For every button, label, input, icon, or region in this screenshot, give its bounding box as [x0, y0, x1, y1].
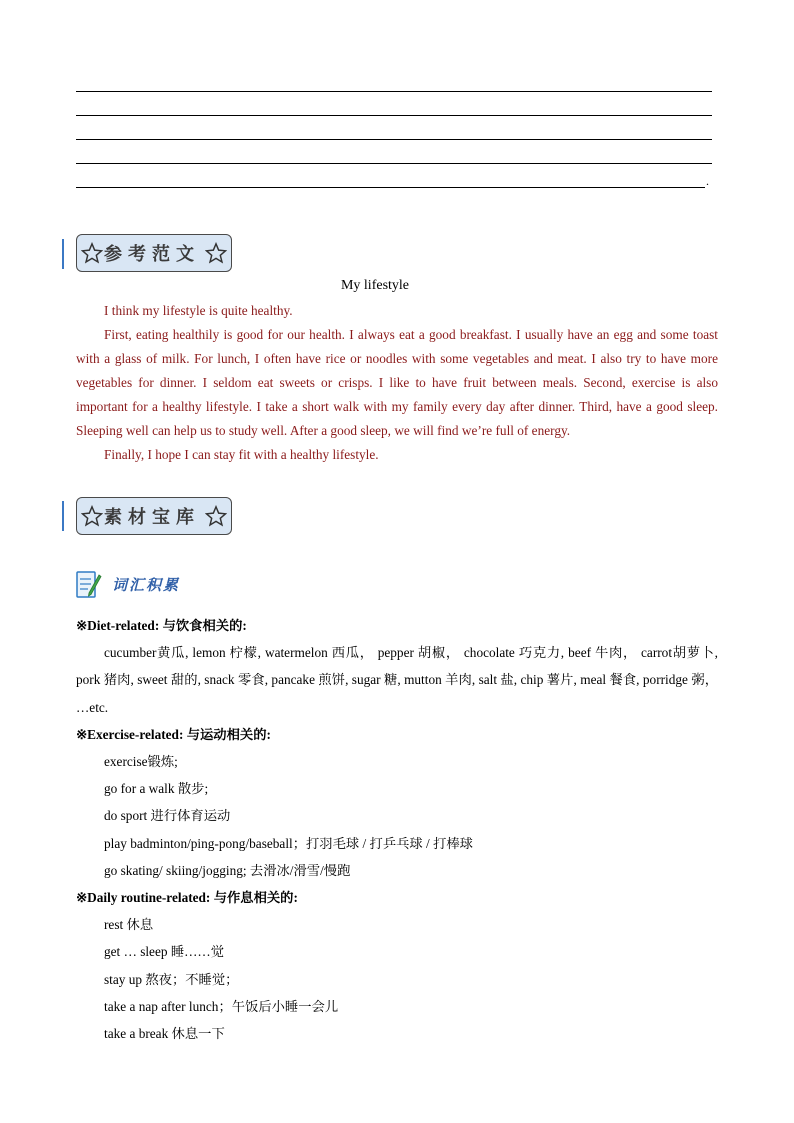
section-banner-sample-essay [76, 234, 232, 272]
vocab-content [76, 612, 718, 1047]
vocab-item: take a break 休息一下 [104, 1026, 225, 1042]
star-outline-icon [205, 505, 227, 527]
vocab-heading [76, 569, 180, 599]
blank-lines-period: . [706, 174, 709, 188]
star-outline-icon [81, 505, 103, 527]
category-title-diet: ※Diet-related: 与饮食相关的: [76, 618, 247, 633]
category-title-exercise: ※Exercise-related: 与运动相关的: [76, 726, 271, 742]
blank-line-3 [76, 139, 712, 140]
star-outline-icon [205, 242, 227, 264]
section-bar [62, 239, 64, 269]
blank-line-1 [76, 91, 712, 92]
vocab-item: stay up 熬夜；不睡觉； [104, 971, 239, 987]
essay-body [76, 299, 718, 467]
vocab-item: go skating/ skiing/jogging; 去滑冰/滑雪/慢跑 [104, 862, 351, 878]
blank-line-2 [76, 115, 712, 116]
category-title-routine: ※Daily routine-related: 与作息相关的: [76, 890, 298, 906]
vocab-item: exercise锻炼; [104, 754, 178, 770]
vocab-item: play badminton/ping-pong/baseball；打羽毛球 / 打乒乓球 / 打棒球 [104, 835, 473, 851]
section-banner-materials [76, 497, 232, 535]
vocab-item: do sport 进行体育运动 [104, 808, 231, 824]
vocab-heading-label: 词汇积累 [112, 575, 181, 594]
essay-paragraph: First, eating healthily is good for our health. I always eat a good breakfast. I usually have an egg and some toast with a glass of milk. For lunch, I often have rice or noodles with some vegetables and meat. I also try to have more vegetables for dinner. I seldom eat sweets or crisps. I like to have fruit between meals. Second, exercise is also important for a healthy lifestyle. I take a short walk with my family every day after dinner. Third, have a good sleep. Sleeping well can help us to study well. After a good sleep, we will find we’re full of energy. [76, 327, 718, 438]
essay-paragraph: I think my lifestyle is quite healthy. [104, 303, 293, 318]
section-banner-label: 素材宝库 [104, 507, 200, 528]
vocab-item: take a nap after lunch；午饭后小睡一会儿 [104, 998, 339, 1014]
diet-word-list: cucumber黄瓜, lemon 柠檬, watermelon 西瓜， pepper 胡椒， chocolate 巧克力, beef 牛肉， carrot胡萝卜, pork 猪肉, sweet 甜的, snack 零食, pancake 煎饼, sugar 糖, mutton 羊肉, salt 盐, chip 薯片, meal 餐食, porridge 粥， …etc. [76, 645, 718, 715]
section-bar [62, 501, 64, 531]
notepad-pencil-icon [76, 569, 102, 599]
essay-paragraph: Finally, I hope I can stay fit with a healthy lifestyle. [104, 447, 379, 462]
blank-line-5 [76, 187, 705, 188]
vocab-item: get … sleep 睡……觉 [104, 944, 225, 960]
vocab-item: rest 休息 [104, 917, 154, 933]
star-outline-icon [81, 242, 103, 264]
essay-title: My lifestyle [340, 278, 410, 293]
blank-line-4 [76, 163, 712, 164]
section-banner-label: 参考范文 [104, 244, 200, 265]
vocab-item: go for a walk 散步; [104, 781, 209, 797]
